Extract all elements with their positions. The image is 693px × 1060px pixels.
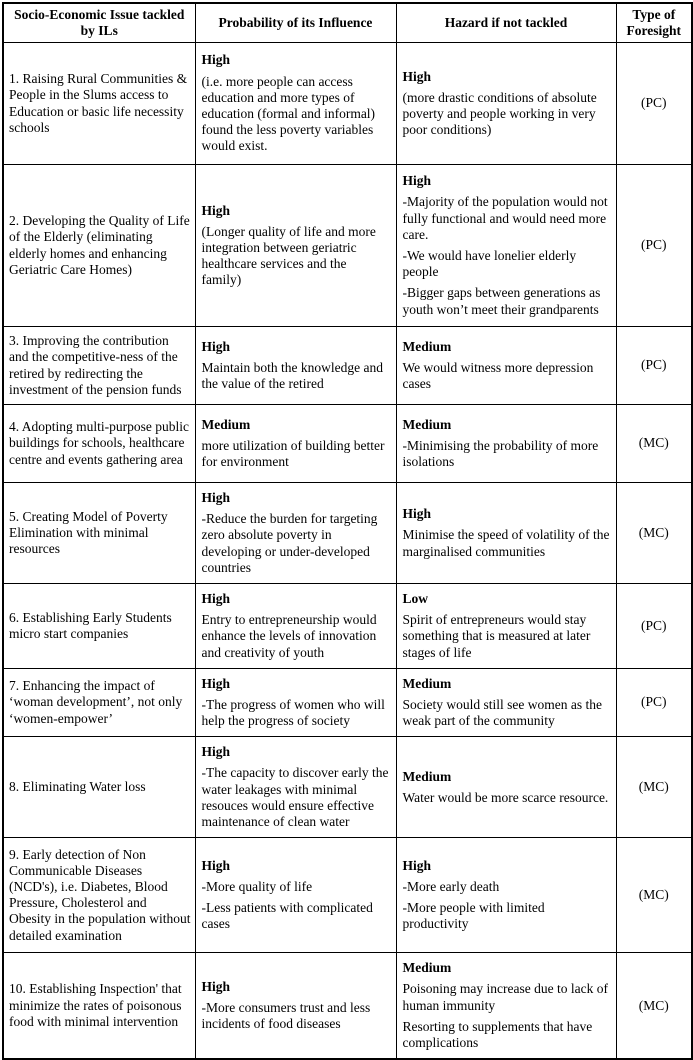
probability-cell bbox=[195, 668, 396, 737]
issue-cell: 10. Establishing Inspection' that minimize the rates of poisonous food with minimal intervention bbox=[3, 953, 195, 1059]
hazard-cell bbox=[396, 405, 616, 483]
probability-level: High bbox=[201, 857, 231, 873]
hazard-level: Low bbox=[402, 590, 429, 606]
header-issue: Socio-Economic Issue tackled by ILs bbox=[3, 3, 195, 43]
header-hazard: Hazard if not tackled bbox=[396, 3, 616, 43]
table-row bbox=[3, 165, 692, 327]
probability-level: High bbox=[201, 675, 231, 691]
probability-level: High bbox=[201, 590, 231, 606]
issue-cell: 9. Early detection of Non Communicable Diseases (NCD's), i.e. Diabetes, Blood Pressure, Cholesterol and Obesity in the population without detailed examination bbox=[3, 838, 195, 953]
table-row bbox=[3, 737, 692, 838]
hazard-cell bbox=[396, 327, 616, 405]
hazard-level: Medium bbox=[402, 675, 452, 691]
table-row bbox=[3, 43, 692, 165]
table-row bbox=[3, 838, 692, 953]
probability-level: High bbox=[201, 490, 231, 505]
hazard-cell bbox=[396, 583, 616, 668]
hazard-level: High bbox=[402, 506, 432, 522]
probability-text: (Longer quality of life and more integration between geriatric healthcare services and the family) bbox=[201, 223, 376, 288]
probability-text: -The capacity to discover early the water leakages with minimal resouces would ensure effective maintenance of clean water bbox=[201, 765, 389, 829]
issue-cell: 1. Raising Rural Communities & People in the Slums access to Education or basic life necessity schools bbox=[3, 43, 195, 165]
hazard-level: Medium bbox=[402, 768, 452, 784]
hazard-text: Spirit of entrepreneurs would stay something that is measured at later stages of life bbox=[402, 612, 591, 660]
hazard-cell bbox=[396, 953, 616, 1059]
probability-text: more utilization of building better for environment bbox=[201, 437, 385, 470]
probability-cell bbox=[195, 405, 396, 483]
hazard-text: -More people with limited productivity bbox=[402, 900, 545, 932]
probability-cell bbox=[195, 583, 396, 668]
hazard-text: (more drastic conditions of absolute poverty and people working in very poor conditions) bbox=[402, 89, 597, 138]
issue-cell: 4. Adopting multi-purpose public buildings for schools, healthcare centre and events gathering area bbox=[3, 405, 195, 483]
hazard-cell bbox=[396, 483, 616, 584]
foresight-cell: (PC) bbox=[616, 668, 692, 737]
probability-text: -Less patients with complicated cases bbox=[201, 900, 373, 932]
hazard-text: -Bigger gaps between generations as youth won’t meet their grandparents bbox=[402, 285, 601, 317]
table-row bbox=[3, 668, 692, 737]
issue-cell: 8. Eliminating Water loss bbox=[3, 737, 195, 838]
hazard-level: High bbox=[402, 857, 432, 873]
probability-cell bbox=[195, 737, 396, 838]
probability-text: -The progress of women who will help the progress of society bbox=[201, 696, 385, 729]
probability-cell bbox=[195, 953, 396, 1059]
hazard-text: Resorting to supplements that have complications bbox=[402, 1018, 593, 1050]
probability-text: -Reduce the burden for targeting zero absolute poverty in developing or under-developed countries bbox=[201, 511, 378, 575]
foresight-cell: (PC) bbox=[616, 165, 692, 327]
foresight-cell: (MC) bbox=[616, 737, 692, 838]
hazard-text: -More early death bbox=[402, 879, 500, 894]
probability-level: Medium bbox=[201, 416, 251, 432]
hazard-level: High bbox=[402, 173, 432, 189]
hazard-text: We would witness more depression cases bbox=[402, 359, 594, 392]
issue-cell: 3. Improving the contribution and the competitive-ness of the retired by redirecting the investment of the pension funds bbox=[3, 327, 195, 405]
hazard-cell bbox=[396, 668, 616, 737]
hazard-cell bbox=[396, 838, 616, 953]
socio-economic-issues-table bbox=[2, 2, 693, 1060]
probability-level: High bbox=[201, 978, 231, 994]
foresight-cell: (MC) bbox=[616, 953, 692, 1059]
foresight-cell: (PC) bbox=[616, 43, 692, 165]
foresight-cell: (MC) bbox=[616, 838, 692, 953]
probability-cell bbox=[195, 43, 396, 165]
probability-text: Entry to entrepreneurship would enhance the levels of innovation and creativity of youth bbox=[201, 612, 377, 660]
probability-level: High bbox=[201, 52, 231, 68]
hazard-text: Poisoning may increase due to lack of human immunity bbox=[402, 981, 608, 1013]
foresight-cell: (MC) bbox=[616, 405, 692, 483]
probability-text: (i.e. more people can access education and more types of education (formal and informal) found the less poverty variables would exist. bbox=[201, 73, 376, 154]
header-probability: Probability of its Influence bbox=[195, 3, 396, 43]
table-row bbox=[3, 327, 692, 405]
hazard-level: Medium bbox=[402, 338, 452, 354]
probability-level: High bbox=[201, 202, 231, 218]
hazard-cell bbox=[396, 165, 616, 327]
header-foresight: Type of Foresight bbox=[616, 3, 692, 43]
table-header-row bbox=[3, 3, 692, 43]
hazard-text: Minimise the speed of volatility of the marginalised communities bbox=[402, 527, 610, 559]
hazard-text: -We would have lonelier elderly people bbox=[402, 248, 577, 280]
table-row bbox=[3, 483, 692, 584]
hazard-text: -Majority of the population would not fully functional and would need more care. bbox=[402, 194, 608, 242]
probability-cell bbox=[195, 838, 396, 953]
probability-cell bbox=[195, 483, 396, 584]
probability-level: High bbox=[201, 338, 231, 354]
issue-cell: 5. Creating Model of Poverty Elimination with minimal resources bbox=[3, 483, 195, 584]
hazard-text: -Minimising the probability of more isolations bbox=[402, 437, 599, 470]
hazard-text: Society would still see women as the weak part of the community bbox=[402, 696, 602, 729]
probability-level: High bbox=[201, 744, 231, 760]
hazard-text: Water would be more scarce resource. bbox=[402, 789, 609, 805]
hazard-level: Medium bbox=[402, 960, 452, 976]
probability-text: Maintain both the knowledge and the value of the retired bbox=[201, 359, 383, 392]
foresight-cell: (PC) bbox=[616, 583, 692, 668]
hazard-cell bbox=[396, 737, 616, 838]
hazard-level: High bbox=[402, 68, 432, 84]
table-row bbox=[3, 953, 692, 1059]
foresight-cell: (MC) bbox=[616, 483, 692, 584]
issue-cell: 7. Enhancing the impact of ‘woman development’, not only ‘women-empower’ bbox=[3, 668, 195, 737]
hazard-level: Medium bbox=[402, 416, 452, 432]
issue-cell: 2. Developing the Quality of Life of the Elderly (eliminating elderly homes and enhancing Geriatric Care Homes) bbox=[3, 165, 195, 327]
probability-text: -More quality of life bbox=[201, 879, 313, 894]
probability-cell bbox=[195, 165, 396, 327]
table-row bbox=[3, 405, 692, 483]
hazard-cell bbox=[396, 43, 616, 165]
table-row bbox=[3, 583, 692, 668]
table-body bbox=[3, 43, 692, 1060]
probability-text: -More consumers trust and less incidents of food diseases bbox=[201, 1000, 371, 1032]
issue-cell: 6. Establishing Early Students micro start companies bbox=[3, 583, 195, 668]
probability-cell bbox=[195, 327, 396, 405]
foresight-cell: (PC) bbox=[616, 327, 692, 405]
